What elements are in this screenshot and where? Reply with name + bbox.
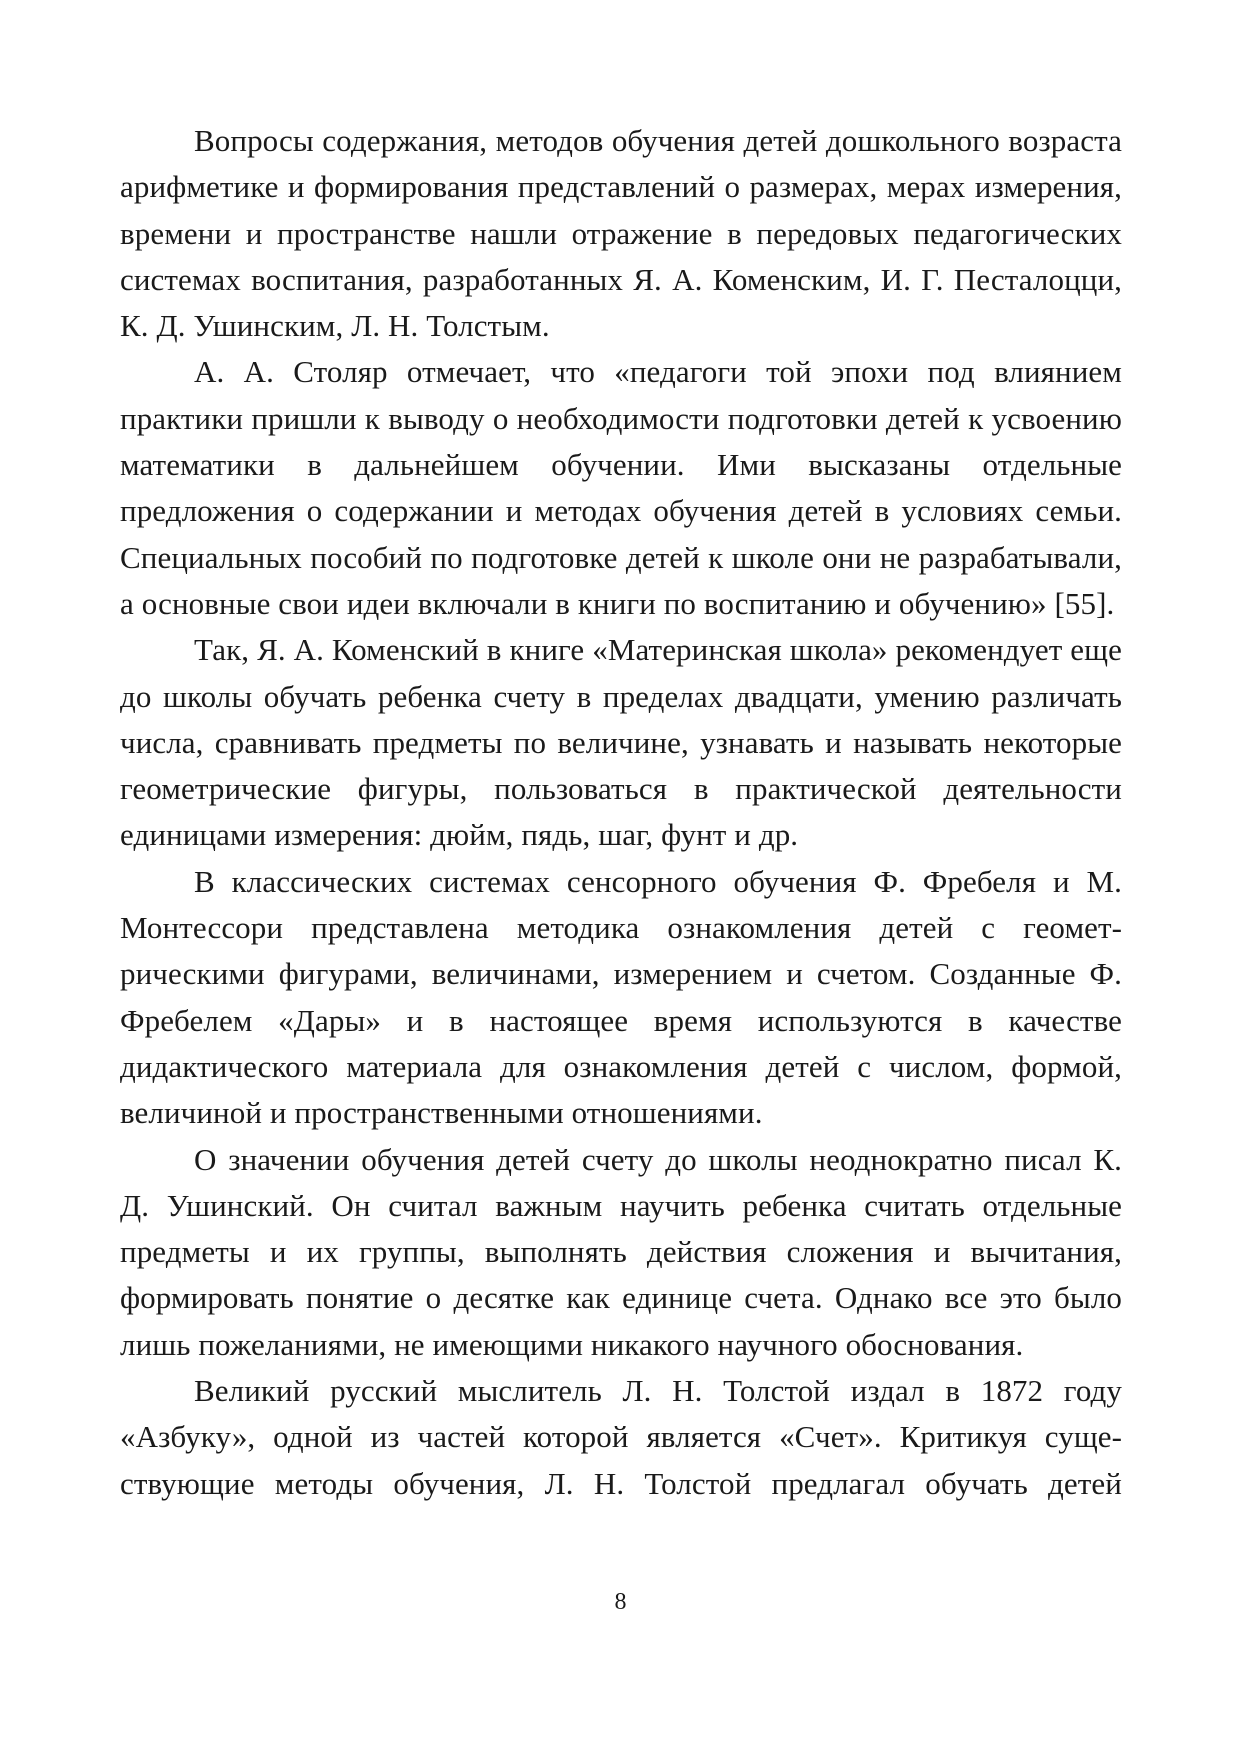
body-text: [120, 118, 1122, 1507]
paragraph-5: О значении обучения детей счету до школы неоднократно писал К. Д. Ушинский. Он считал важным научить ребенка считать отдельные предметы и их группы, выполнять действия сложения и вычитания, формировать понятие о десятке как единице счета. Однако все это было лишь пожеланиями, не имеющими никакого научного обоснования.: [120, 1141, 1122, 1362]
paragraph-4: В классических системах сенсорного обучения Ф. Фребеля и М. Монтессори представлена методика ознакомления детей с геометрическими фигурами, величинами, измерением и счетом. Созданные Ф. Фребелем «Дары» и в настоящее время используются в качестве дидактического материала для ознакомления детей с числом, формой, величиной и пространственными отношениями.: [120, 863, 1122, 1131]
paragraph-2: А. А. Столяр отмечает, что «педагоги той эпохи под влиянием практики пришли к выводу о необходимости подготовки детей к усвоению математики в дальнейшем обучении. Ими высказаны отдельные предложения о содержании и методах обучения детей в условиях семьи. Специальных пособий по подготовке детей к школе они не разрабатывали, а основные свои идеи включали в книги по воспитанию и обучению» [55].: [120, 354, 1122, 621]
page-number: 8: [614, 1589, 627, 1615]
paragraph-6: Великий русский мыслитель Л. Н. Толстой издал в 1872 году «Азбуку», одной из частей которой является «Счет». Критикуя существующие методы обучения, Л. Н. Толстой предлагал обучать детей: [120, 1373, 1122, 1501]
paragraph-1: Вопросы содержания, методов обучения детей дошкольного возраста арифметике и формирования представлений о размерах, мерах измерения, времени и пространстве нашли отражение в передовых педагогических системах воспитания, разработанных Я. А. Коменским, И. Г. Песталоцци, К. Д. Ушинским, Л. Н. Толстым.: [120, 123, 1122, 344]
paragraph-3: Так, Я. А. Коменский в книге «Материнская школа» рекомендует еще до школы обучать ребенка счету в пределах двадцати, умению различать числа, сравнивать предметы по величине, узнавать и называть некоторые геометрические фигуры, пользоваться в практической деятельности единицами измерения: дюйм, пядь, шаг, фунт и др.: [120, 632, 1122, 853]
